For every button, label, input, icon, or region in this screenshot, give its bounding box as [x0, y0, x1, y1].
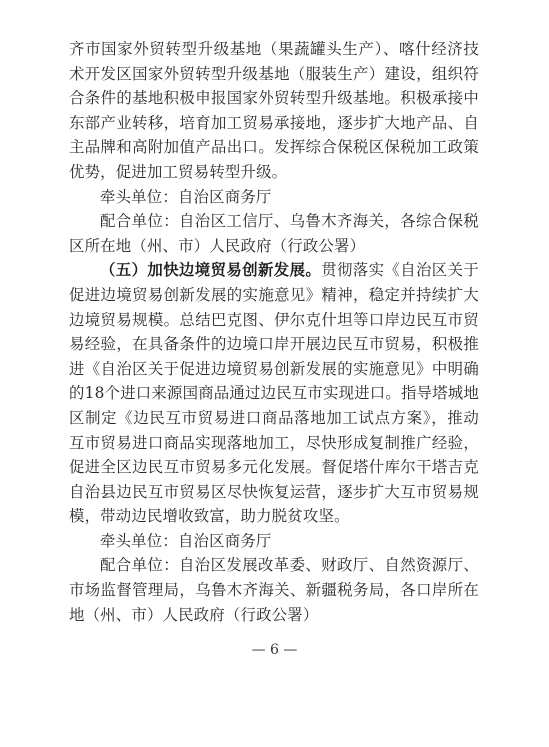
- page-number: — 6 —: [251, 642, 298, 658]
- paragraph-support-units-2: 配合单位：自治区发展改革委、财政厅、自然资源厅、市场监督管理局，乌鲁木齐海关、新疆税务局，各口岸所在地（州、市）人民政府（行政公署）: [69, 556, 479, 624]
- section-body-text: 贯彻落实《自治区关于促进边境贸易创新发展的实施意见》精神，稳定并持续扩大边境贸易规模。总结巴克图、伊尔克什坦等口岸边民互市贸易经验，在具备条件的边境口岸开展边民互市贸易，积极推进《自治区关于促进边境贸易创新发展的实施意见》中明确的18个进口来源国商品通过边民互市实现进口。指导塔城地区制定《边民互市贸易进口商品落地加工试点方案》，推动互市贸易进口商品实现落地加工，尽快形成复制推广经验，促进全区边民互市贸易多元化发展。督促塔什库尔干塔吉克自治县边民互市贸易区尽快恢复运营，逐步扩大互市贸易规模，带动边民增收致富，助力脱贫攻坚。: [69, 261, 479, 526]
- paragraph-continuation: 齐市国家外贸转型升级基地（果蔬罐头生产）、喀什经济技术开发区国家外贸转型升级基地（服装生产）建设，组织符合条件的基地积极申报国家外贸转型升级基地。积极承接中东部产业转移，培育加工贸易承接地，逐步扩大地产品、自主品牌和高附加值产品出口。发挥综合保税区保税加工政策优势，促进加工贸易转型升级。: [69, 40, 479, 181]
- section-heading: （五）加快边境贸易创新发展。: [100, 261, 322, 280]
- paragraph-section-five: [69, 258, 479, 529]
- paragraph-lead-unit-1: 牵头单位：自治区商务厅: [100, 187, 272, 206]
- paragraph-support-units-1: 配合单位：自治区工信厅、乌鲁木齐海关，各综合保税区所在地（州、市）人民政府（行政公署）: [69, 212, 479, 255]
- paragraph-lead-unit-2: 牵头单位：自治区商务厅: [100, 531, 272, 550]
- document-body: [69, 37, 479, 627]
